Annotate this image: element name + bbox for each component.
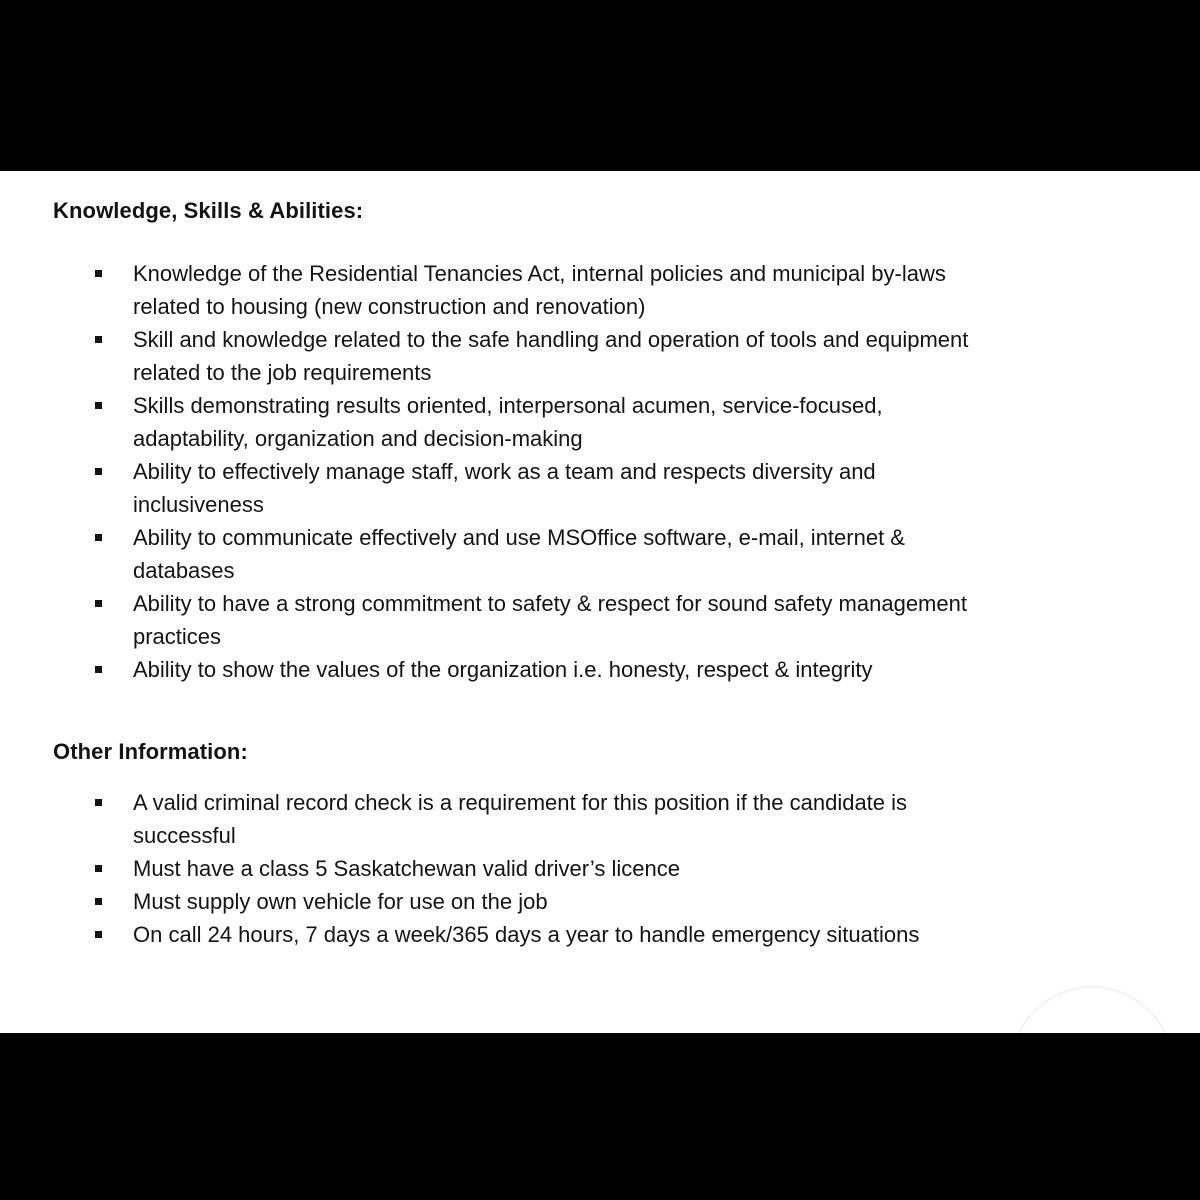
list-item-text: Skills demonstrating results oriented, interpersonal acumen, service-focused,	[133, 393, 883, 418]
other-info-list	[0, 786, 1113, 951]
document-page	[0, 171, 1200, 1033]
list-item-text: related to the job requirements	[133, 360, 432, 385]
square-bullet-icon	[95, 534, 102, 541]
square-bullet-icon	[95, 799, 102, 806]
list-item	[0, 389, 1113, 455]
list-item	[0, 918, 1113, 951]
list-item-text: Knowledge of the Residential Tenancies Act, internal policies and municipal by-laws	[133, 261, 946, 286]
list-item	[0, 786, 1113, 852]
square-bullet-icon	[95, 898, 102, 905]
list-item-text: Ability to show the values of the organization i.e. honesty, respect & integrity	[133, 657, 873, 682]
list-item	[0, 323, 1113, 389]
square-bullet-icon	[95, 865, 102, 872]
list-item-text: related to housing (new construction and renovation)	[133, 294, 646, 319]
ksa-list	[0, 257, 1113, 686]
list-item-text: adaptability, organization and decision-making	[133, 426, 583, 451]
list-item-text: Ability to communicate effectively and use MSOffice software, e-mail, internet &	[133, 525, 905, 550]
list-item	[0, 257, 1113, 323]
list-item	[0, 521, 1113, 587]
list-item-text: On call 24 hours, 7 days a week/365 days a year to handle emergency situations	[133, 922, 920, 947]
square-bullet-icon	[95, 402, 102, 409]
list-item	[0, 455, 1113, 521]
list-item	[0, 852, 1113, 885]
list-item-text: databases	[133, 558, 235, 583]
list-item	[0, 885, 1113, 918]
square-bullet-icon	[95, 468, 102, 475]
list-item-text: Must supply own vehicle for use on the job	[133, 889, 548, 914]
list-item-text: practices	[133, 624, 222, 649]
list-item	[0, 653, 1113, 686]
square-bullet-icon	[95, 270, 102, 277]
corner-circle-decoration	[1010, 986, 1174, 1033]
other-info-heading: Other Information:	[53, 739, 248, 764]
list-item-text: Ability to effectively manage staff, work as a team and respects diversity and	[133, 459, 876, 484]
list-item-text: successful	[133, 823, 236, 848]
square-bullet-icon	[95, 666, 102, 673]
ksa-heading: Knowledge, Skills & Abilities:	[53, 198, 364, 223]
square-bullet-icon	[95, 931, 102, 938]
list-item	[0, 587, 1113, 653]
list-item-text: inclusiveness	[133, 492, 264, 517]
list-item-text: A valid criminal record check is a requirement for this position if the candidate is	[133, 790, 908, 815]
square-bullet-icon	[95, 600, 102, 607]
square-bullet-icon	[95, 336, 102, 343]
list-item-text: Ability to have a strong commitment to safety & respect for sound safety management	[133, 591, 967, 616]
list-item-text: Skill and knowledge related to the safe handling and operation of tools and equipment	[133, 327, 969, 352]
list-item-text: Must have a class 5 Saskatchewan valid driver’s licence	[133, 856, 681, 881]
